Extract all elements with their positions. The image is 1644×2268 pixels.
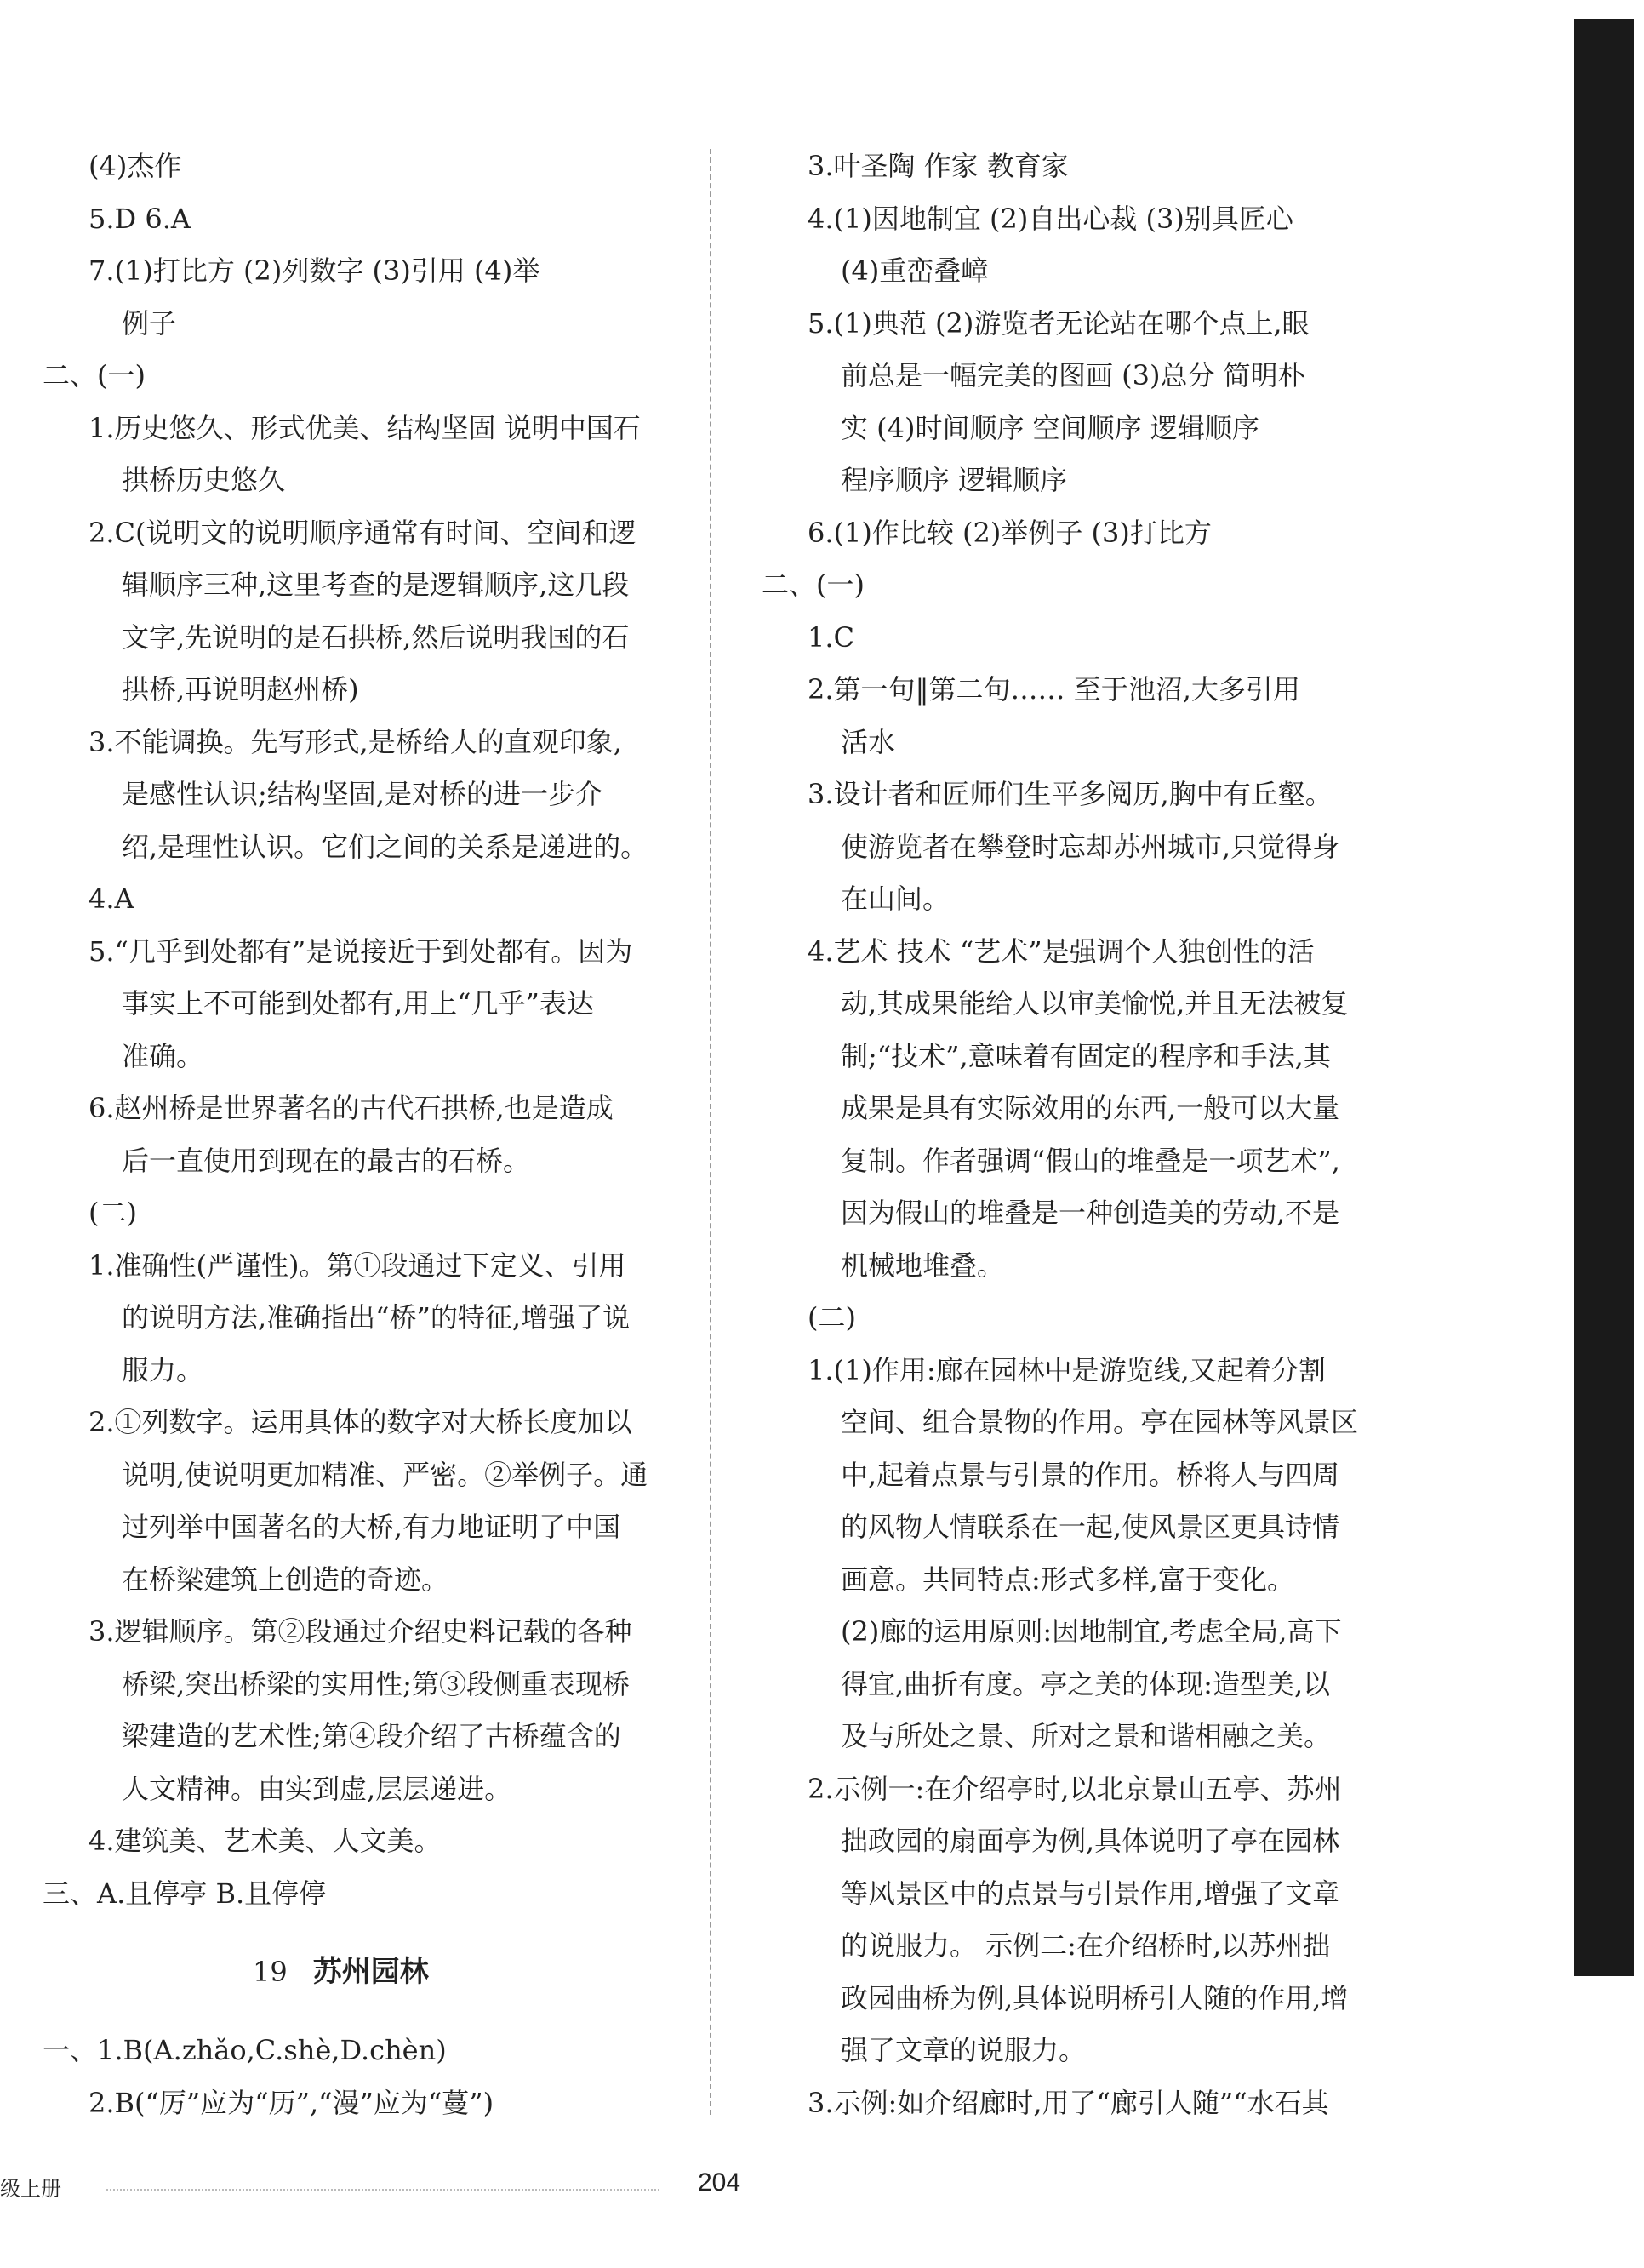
answer-line: 文字,先说明的是石拱桥,然后说明我国的石	[122, 620, 630, 654]
section-title: 苏州园林	[312, 1954, 429, 1989]
page-footer	[0, 2168, 1644, 2202]
answer-line: (4)重峦叠嶂	[841, 254, 989, 287]
scan-edge-shadow	[1574, 19, 1634, 1976]
answer-line: 复制。作者强调“假山的堆叠是一项艺术”,	[841, 1144, 1340, 1177]
answer-line: 成果是具有实际效用的东西,一般可以大量	[841, 1092, 1340, 1124]
answer-line: 3.不能调换。先写形式,是桥给人的直观印象,	[88, 725, 622, 758]
answer-line: 拱桥历史悠久	[122, 464, 286, 496]
answer-line: 2.B(“厉”应为“历”,“漫”应为“蔓”)	[88, 2086, 494, 2119]
answer-line: 1.(1)作用:廊在园林中是游览线,又起着分割	[808, 1353, 1326, 1386]
answer-line: (二)	[808, 1301, 856, 1334]
answer-line: 实 (4)时间顺序 空间顺序 逻辑顺序	[841, 411, 1259, 444]
answer-line: 5.“几乎到处都有”是说接近于到处都有。因为	[88, 934, 633, 968]
answer-line: 在山间。	[841, 883, 950, 915]
answer-line: 桥梁,突出桥梁的实用性;第③段侧重表现桥	[122, 1667, 630, 1700]
answer-line: 二、(一)	[762, 568, 865, 601]
answer-line: 5.(1)典范 (2)游览者无论站在哪个点上,眼	[808, 306, 1310, 340]
column-divider	[710, 149, 711, 2115]
answer-line: 程序顺序 逻辑顺序	[841, 464, 1068, 496]
answer-line: 1.准确性(严谨性)。第①段通过下定义、引用	[88, 1248, 626, 1282]
answer-line: 事实上不可能到处都有,用上“几乎”表达	[122, 987, 594, 1020]
footer-dotted-rule	[106, 2189, 659, 2191]
answer-line: 人文精神。由实到虚,层层递进。	[122, 1772, 512, 1805]
answer-line: 政园曲桥为例,具体说明桥引人随的作用,增	[841, 1981, 1349, 2014]
answer-line: 3.示例:如介绍廊时,用了“廊引人随”“水石其	[808, 2086, 1329, 2119]
answer-line: 画意。共同特点:形式多样,富于变化。	[841, 1562, 1294, 1596]
answer-line: 是感性认识;结构坚固,是对桥的进一步介	[122, 778, 602, 810]
answer-line: 3.叶圣陶 作家 教育家	[808, 150, 1069, 182]
answer-line: 绍,是理性认识。它们之间的关系是递进的。	[122, 830, 648, 863]
answer-line: 梁建造的艺术性;第④段介绍了古桥蕴含的	[122, 1720, 621, 1752]
answer-line: 的风物人情联系在一起,使风景区更具诗情	[841, 1511, 1340, 1543]
answer-line: 6.赵州桥是世界著名的古代石拱桥,也是造成	[88, 1092, 614, 1124]
answer-line: (二)	[88, 1197, 137, 1229]
answer-line: 前总是一幅完美的图画 (3)总分 简明朴	[841, 359, 1305, 391]
answer-line: 得宜,曲折有度。亭之美的体现:造型美,以	[841, 1667, 1331, 1700]
answer-line: 中,起着点景与引景的作用。桥将人与四周	[841, 1458, 1340, 1491]
answer-line: 7.(1)打比方 (2)列数字 (3)引用 (4)举	[88, 254, 540, 287]
section-heading	[43, 1920, 672, 2025]
answer-line: 1.历史悠久、形式优美、结构坚固 说明中国石	[88, 411, 641, 444]
answer-line: 的说明方法,准确指出“桥”的特征,增强了说	[122, 1301, 631, 1334]
answer-line: 例子	[122, 306, 177, 340]
answer-line: 2.示例一:在介绍亭时,以北京景山五亭、苏州	[808, 1772, 1342, 1805]
answer-line: 1.C	[808, 620, 855, 654]
answer-line: 等风景区中的点景与引景作用,增强了文章	[841, 1877, 1340, 1910]
answer-line: 活水	[841, 725, 896, 758]
answer-line: 后一直使用到现在的最古的石桥。	[122, 1144, 531, 1177]
answer-line: 动,其成果能给人以审美愉悦,并且无法被复	[841, 987, 1349, 1020]
answer-line: (4)杰作	[88, 150, 182, 182]
answer-line: 5.D 6.A	[88, 202, 191, 235]
answer-line: 4.(1)因地制宜 (2)自出心裁 (3)别具匠心	[808, 202, 1293, 235]
answer-line: 机械地堆叠。	[841, 1248, 1005, 1282]
answer-line: 制;“技术”,意味着有固定的程序和手法,其	[841, 1039, 1331, 1072]
answer-line: 4.艺术 技术 “艺术”是强调个人独创性的活	[808, 934, 1315, 968]
answer-line: 三、A.且停亭 B.且停停	[43, 1877, 327, 1910]
answer-line: 6.(1)作比较 (2)举例子 (3)打比方	[808, 516, 1212, 549]
answer-line: 过列举中国著名的大桥,有力地证明了中国	[122, 1511, 621, 1543]
answer-line: 一、1.B(A.zhǎo,C.shè,D.chèn)	[43, 2034, 447, 2066]
answer-line: 4.建筑美、艺术美、人文美。	[88, 1825, 442, 1857]
answer-line: 2.C(说明文的说明顺序通常有时间、空间和逻	[88, 516, 636, 549]
right-column	[762, 140, 1391, 2129]
left-section-answer-lines	[43, 2025, 672, 2129]
answer-line: 3.逻辑顺序。第②段通过介绍史料记载的各种	[88, 1615, 632, 1648]
right-answer-lines	[762, 140, 1391, 2129]
page-number: 204	[698, 2168, 741, 2197]
answer-line: 使游览者在攀登时忘却苏州城市,只觉得身	[841, 830, 1340, 863]
answer-line: 4.A	[88, 883, 134, 915]
answer-line: 在桥梁建筑上创造的奇迹。	[122, 1562, 449, 1596]
answer-line: 空间、组合景物的作用。亭在园林等风景区	[841, 1406, 1359, 1438]
answer-line: 拱桥,再说明赵州桥)	[122, 673, 359, 706]
answer-line: 二、(一)	[43, 359, 146, 391]
answer-line: 准确。	[122, 1039, 204, 1072]
answer-line: 辑顺序三种,这里考查的是逻辑顺序,这几段	[122, 568, 630, 601]
answer-line: 说明,使说明更加精准、严密。②举例子。通	[122, 1458, 648, 1491]
answer-line: 及与所处之景、所对之景和谐相融之美。	[841, 1720, 1332, 1752]
answer-line: 服力。	[122, 1353, 204, 1386]
section-number: 19	[253, 1955, 288, 1988]
left-column	[43, 140, 672, 2129]
footer-grade-label: 级上册	[0, 2177, 61, 2201]
answer-line: 2.①列数字。运用具体的数字对大桥长度加以	[88, 1406, 632, 1438]
answer-line: 强了文章的说服力。	[841, 2034, 1087, 2066]
answer-line: 因为假山的堆叠是一种创造美的劳动,不是	[841, 1197, 1340, 1229]
answer-line: 的说服力。 示例二:在介绍桥时,以苏州拙	[841, 1929, 1331, 1962]
answer-line: (2)廊的运用原则:因地制宜,考虑全局,高下	[841, 1615, 1342, 1648]
answer-line: 3.设计者和匠师们生平多阅历,胸中有丘壑。	[808, 778, 1333, 810]
left-answer-lines	[43, 140, 672, 1920]
answer-line: 2.第一句‖第二句…… 至于池沼,大多引用	[808, 673, 1300, 706]
answer-line: 拙政园的扇面亭为例,具体说明了亭在园林	[841, 1825, 1340, 1857]
